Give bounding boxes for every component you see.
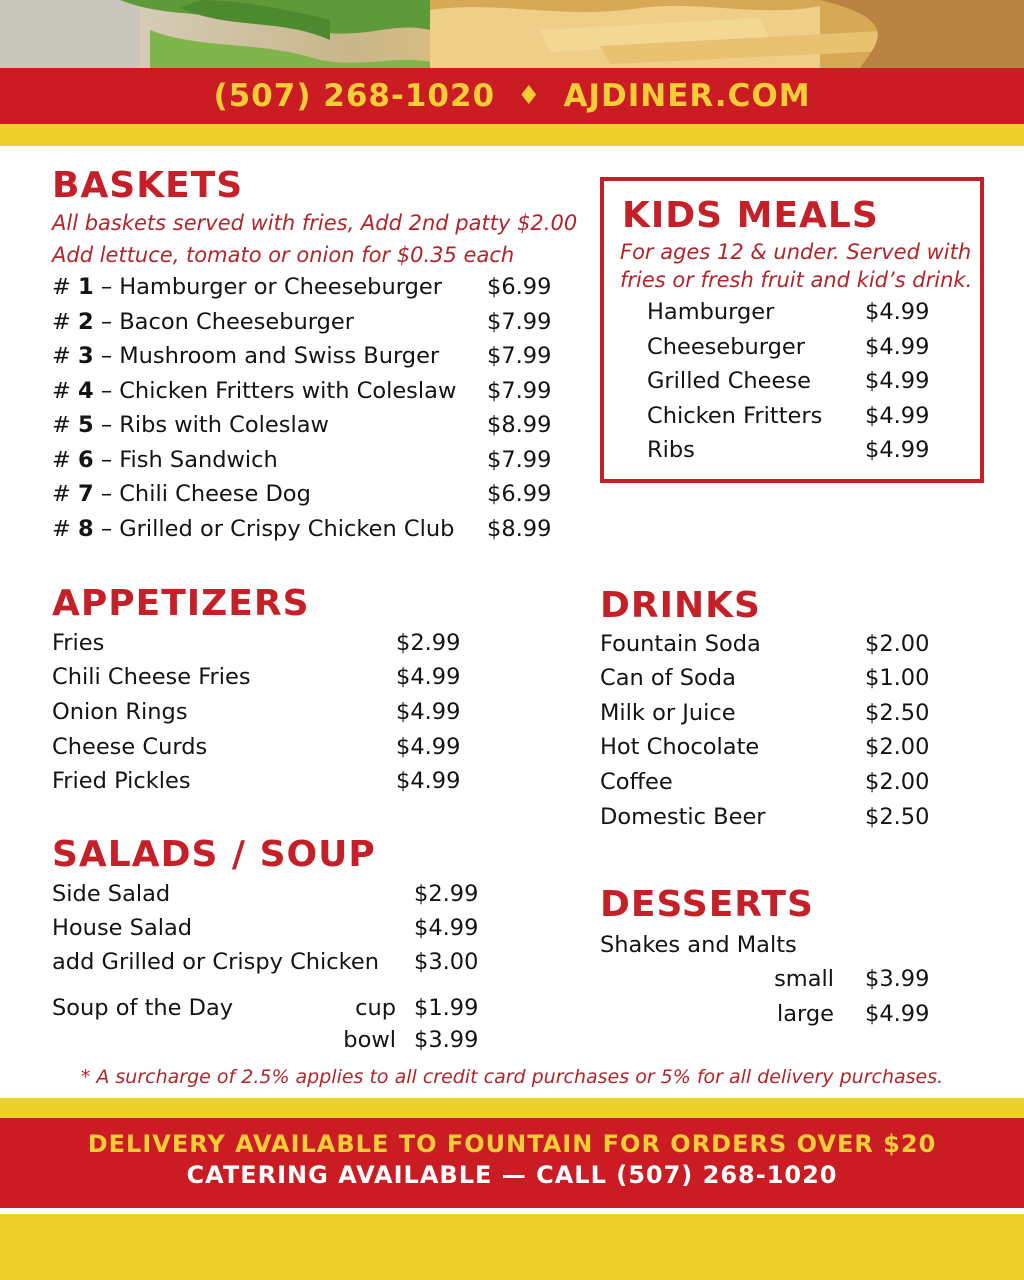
- salad-item: House Salad: [52, 915, 193, 941]
- kids-price: $4.99: [865, 403, 930, 429]
- drink-price: $1.00: [865, 665, 930, 691]
- soup-bowl-label: bowl: [343, 1027, 396, 1053]
- kids-item: Chicken Fritters: [647, 403, 823, 429]
- header-stripe: [0, 124, 1024, 146]
- basket-item: # 6 – Fish Sandwich: [52, 447, 278, 473]
- drink-item: Can of Soda: [600, 665, 736, 691]
- basket-item: # 1 – Hamburger or Cheeseburger: [52, 274, 442, 300]
- kids-item: Grilled Cheese: [647, 368, 811, 394]
- basket-price: $7.99: [487, 378, 552, 404]
- basket-price: $7.99: [487, 309, 552, 335]
- appetizer-price: $4.99: [396, 768, 461, 794]
- appetizer-item: Chili Cheese Fries: [52, 664, 251, 690]
- basket-price: $7.99: [487, 343, 552, 369]
- diamond-icon: ♦: [517, 81, 542, 111]
- basket-price: $8.99: [487, 516, 552, 542]
- footer-catering: CATERING AVAILABLE — CALL (507) 268-1020: [186, 1161, 838, 1189]
- dessert-small-price: $3.99: [865, 966, 930, 992]
- basket-item: # 2 – Bacon Cheeseburger: [52, 309, 354, 335]
- appetizer-price: $2.99: [396, 630, 461, 656]
- food-photo: [0, 0, 1024, 68]
- header-phone[interactable]: (507) 268-1020: [213, 78, 496, 114]
- salad-price: $4.99: [414, 915, 479, 941]
- dessert-small-label: small: [774, 966, 834, 992]
- kids-title: KIDS MEALS: [622, 195, 879, 236]
- drink-item: Domestic Beer: [600, 804, 766, 830]
- kids-item: Cheeseburger: [647, 334, 805, 360]
- basket-item: # 8 – Grilled or Crispy Chicken Club: [52, 516, 455, 542]
- drinks-title: DRINKS: [600, 585, 761, 626]
- kids-price: $4.99: [865, 299, 930, 325]
- drink-item: Coffee: [600, 769, 673, 795]
- soup-bowl-price: $3.99: [414, 1027, 479, 1053]
- dessert-large-label: large: [776, 1001, 834, 1027]
- kids-item: Hamburger: [647, 299, 775, 325]
- dessert-item: Shakes and Malts: [600, 932, 797, 958]
- appetizer-item: Cheese Curds: [52, 734, 208, 760]
- appetizer-item: Onion Rings: [52, 699, 188, 725]
- kids-price: $4.99: [865, 437, 930, 463]
- surcharge-note: * A surcharge of 2.5% applies to all credit card purchases or 5% for all delivery purchases.: [80, 1066, 944, 1088]
- drink-item: Fountain Soda: [600, 631, 761, 657]
- basket-item: # 5 – Ribs with Coleslaw: [52, 412, 329, 438]
- baskets-note-1: All baskets served with fries, Add 2nd patty $2.00: [52, 211, 578, 235]
- kids-note-2: fries or fresh fruit and kid’s drink.: [620, 268, 973, 292]
- food-photo-art: [0, 0, 1024, 68]
- kids-price: $4.99: [865, 368, 930, 394]
- footer-stripe-top: [0, 1098, 1024, 1118]
- basket-price: $7.99: [487, 447, 552, 473]
- basket-item: # 7 – Chili Cheese Dog: [52, 481, 311, 507]
- basket-price: $8.99: [487, 412, 552, 438]
- salad-price: $3.00: [414, 949, 479, 975]
- drink-price: $2.50: [865, 700, 930, 726]
- salad-price: $2.99: [414, 881, 479, 907]
- appetizer-item: Fried Pickles: [52, 768, 191, 794]
- drink-item: Milk or Juice: [600, 700, 736, 726]
- basket-price: $6.99: [487, 481, 552, 507]
- appetizer-price: $4.99: [396, 734, 461, 760]
- drink-price: $2.00: [865, 734, 930, 760]
- basket-price: $6.99: [487, 274, 552, 300]
- dessert-large-price: $4.99: [865, 1001, 930, 1027]
- kids-item: Ribs: [647, 437, 695, 463]
- footer-delivery: DELIVERY AVAILABLE TO FOUNTAIN FOR ORDERS OVER $20: [87, 1130, 937, 1158]
- footer-bar: [0, 1118, 1024, 1208]
- appetizer-item: Fries: [52, 630, 105, 656]
- drink-price: $2.00: [865, 769, 930, 795]
- footer-stripe-bottom: [0, 1214, 1024, 1280]
- soup-item: Soup of the Day: [52, 995, 234, 1021]
- basket-item: # 4 – Chicken Fritters with Coleslaw: [52, 378, 457, 404]
- header-website[interactable]: AJDINER.COM: [563, 78, 811, 114]
- drink-price: $2.50: [865, 804, 930, 830]
- basket-item: # 3 – Mushroom and Swiss Burger: [52, 343, 440, 369]
- salads-title: SALADS / SOUP: [52, 834, 376, 875]
- appetizers-title: APPETIZERS: [52, 583, 310, 624]
- salad-item: add Grilled or Crispy Chicken: [52, 949, 379, 975]
- soup-cup-price: $1.99: [414, 995, 479, 1021]
- drink-item: Hot Chocolate: [600, 734, 760, 760]
- baskets-title: BASKETS: [52, 165, 244, 206]
- baskets-note-2: Add lettuce, tomato or onion for $0.35 each: [52, 243, 515, 267]
- desserts-title: DESSERTS: [600, 884, 814, 925]
- kids-note-1: For ages 12 & under. Served with: [620, 240, 972, 264]
- appetizer-price: $4.99: [396, 699, 461, 725]
- kids-price: $4.99: [865, 334, 930, 360]
- salad-item: Side Salad: [52, 881, 171, 907]
- header-bar: [0, 68, 1024, 124]
- drink-price: $2.00: [865, 631, 930, 657]
- soup-cup-label: cup: [355, 995, 396, 1021]
- appetizer-price: $4.99: [396, 664, 461, 690]
